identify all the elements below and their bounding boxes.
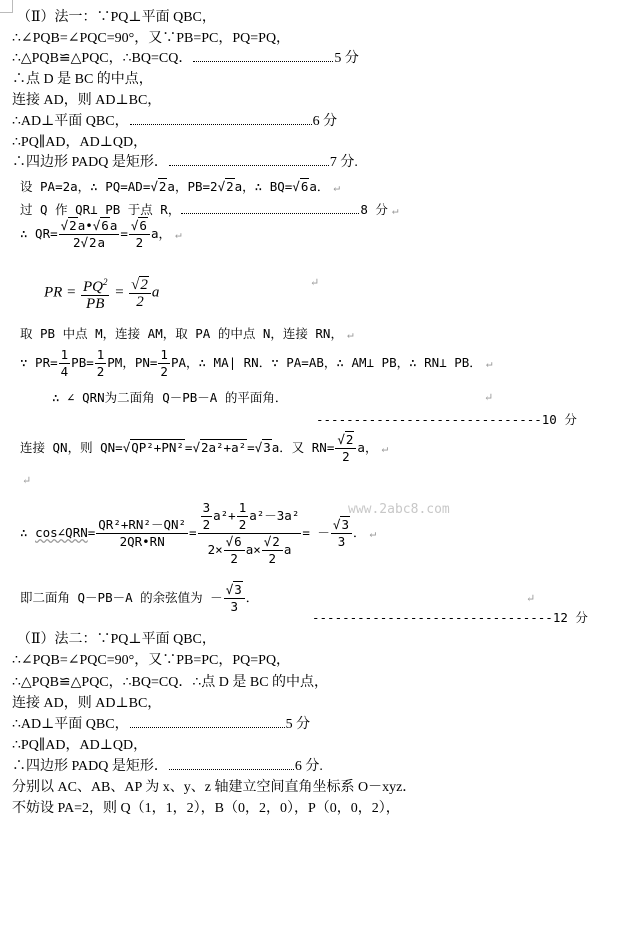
text: = [189,525,197,540]
numerator: 1 [238,500,247,515]
text: a²+ [213,508,236,523]
denominator: 3 [230,599,238,614]
m1-line-3 [12,50,359,68]
m1-line-6 [12,113,337,131]
m1-line-21-score: --------------------------------12 分 [312,610,588,625]
score: 5 分 [285,717,311,732]
radicand: 2 [69,218,77,233]
text: a． [309,179,330,194]
denominator: 2 [230,551,238,566]
text: a× [245,542,261,557]
denominator: 2 [136,293,144,310]
text: ． [352,525,366,540]
radicand: 2 [89,235,97,250]
text: ∴AD⊥平面 QBC， [12,114,129,129]
radicand: QP²+PN² [131,440,184,455]
text: a，PB=2 [167,179,218,194]
dot-leader [193,51,333,62]
text: ∴△PQB≌△PQC，∴BQ=CQ． [12,51,193,66]
radicand: 2 [140,276,148,293]
text: a， [357,440,378,455]
text: 即二面角 Q－PB－A 的余弦值为 － [20,590,223,605]
score: 6 分 [312,114,338,129]
text: 2× [207,542,223,557]
text: ∴四边形 PADQ 是矩形． [12,759,168,774]
m2-line-2: ∴∠PQB=∠PQC=90°，又∵PB=PC，PQ=PQ， [12,653,291,668]
score: 8 分 [360,202,388,217]
text: PB= [71,355,94,370]
m2-line-5 [12,716,310,734]
fraction: $\frac{√2a•√6a}{2√2a}$ [60,218,118,250]
text: ∴ [20,525,36,540]
exponent: 2 [102,277,108,287]
fraction: $\frac{√6}{2}$ [129,218,150,251]
radicand: 3 [341,517,349,532]
denominator: 2 [268,551,277,566]
denominator: 2 [96,364,105,379]
m1-line-7: ∴PQ∥AD，AD⊥QD， [12,135,148,150]
m2-line-1: （Ⅱ）法二：∵PQ⊥平面 QBC， [17,632,216,647]
m1-line-17: 连接 QN，则 QN=√QP²+PN²=√2a²+a²=√3a．又 RN= $\frac{√2}{2}$ a， ↵ [20,432,389,464]
dot-leader [181,203,359,214]
denominator: 2 [135,235,144,250]
m1-line-15: ∴ ∠ QRN为二面角 Q－PB－A 的平面角． [52,390,288,405]
fraction: $\frac{√2}{2}$ [335,432,356,465]
page-corner-mark [0,0,13,13]
radicand: 2 [345,432,354,447]
denominator: 2 [202,517,211,532]
return-mark: ↵ [174,228,182,241]
radicand: 2 [158,179,167,194]
fraction: $\frac{√3}{3}$ [331,517,352,550]
return-mark: ↵ [22,475,32,487]
radicand: 2 [226,179,234,194]
return-mark: ↵ [346,328,354,341]
return-mark: ↵ [369,527,377,540]
text: PA，∴ MA∣ RN．∵ PA=AB，∴ AM⊥ PB，∴ RN⊥ PB． [170,355,482,370]
text: cos∠QRN [35,525,88,540]
text: a，∴ BQ= [234,179,293,194]
text: a [151,284,160,301]
m1-line-1: （Ⅱ）法一：∵PQ⊥平面 QBC， [17,10,216,25]
m1-line-4: ∴点 D 是 BC 的中点， [12,72,153,87]
return-mark: ↵ [391,204,399,217]
text: = [87,525,96,540]
text: a， [150,226,171,241]
text: a [109,218,118,233]
return-mark: ↵ [484,392,494,404]
m1-line-20 [20,582,258,615]
fraction: $\frac{3}{2}$ a²+ $\frac{1}{2}$ a²－3a² 2× $\frac{√6}{2}$ a× $\frac{√2}{2}$ a [198,500,302,567]
m1-line-11 [20,218,182,251]
radicand: 6 [101,218,109,233]
return-mark: ↵ [333,181,340,194]
numerator: 3 [202,500,211,515]
dot-leader [130,114,312,125]
return-mark: ↵ [485,357,493,370]
text: 2 [72,235,81,250]
fraction: $\frac{√2}{2}$ [129,277,151,310]
fraction [96,517,188,550]
m1-line-13 [20,325,354,344]
text: ∴ QR= [20,226,58,241]
text: 取 PB 中点 M，连接 AM，取 PA 的中点 N，连接 RN， [20,326,343,341]
denominator: 2 [160,364,168,379]
text: a• [77,218,93,233]
radicand: 2a²+a² [200,440,247,455]
m2-line-4: 连接 AD，则 AD⊥BC， [12,696,162,711]
denominator: 3 [337,534,346,549]
denominator: 2 [342,449,350,464]
text: PR = [44,284,77,301]
text: 过 Q 作 QR⊥ PB 于点 R， [20,202,181,217]
fraction [59,347,71,380]
sqrt: √6 [292,179,309,194]
text: = [120,226,128,241]
m1-line-12-pr-equation [44,274,159,312]
m2-line-8: 分别以 AC、AB、AP 为 x、y、z 轴建立空间直角坐标系 O－xyz． [12,780,417,795]
fraction [81,274,110,312]
sqrt: √2 [150,179,167,194]
m1-line-16-score: ------------------------------10 分 [316,412,577,427]
text: PM，PN= [107,355,158,370]
m1-line-2: ∴∠PQB=∠PQC=90°，又∵PB=PC，PQ=PQ， [12,31,291,46]
text: ∵ PR= [20,355,58,370]
dot-leader [169,155,329,166]
radicand: 3 [234,582,242,597]
fraction [95,347,107,380]
text: ∴AD⊥平面 QBC， [12,717,129,732]
text: 连接 QN，则 QN= [20,440,123,455]
return-mark: ↵ [526,593,536,605]
m2-line-3: ∴△PQB≌△PQC，∴BQ=CQ．∴点 D 是 BC 的中点， [12,675,329,690]
numerator: PQ [82,279,103,295]
score: 5 分 [334,51,359,66]
numerator: QR²+RN²－QN² [98,517,187,532]
watermark: www.2abc8.com [348,502,450,517]
text: = － [302,525,330,540]
radicand: 2 [272,534,280,549]
text: a²－3a² [249,508,300,523]
denominator: PB [86,296,105,312]
radicand: 6 [139,218,147,233]
text: a [283,542,292,557]
m1-line-9 [20,178,340,197]
numerator: 1 [160,347,168,362]
numerator: 1 [60,347,69,362]
text: a [97,235,106,250]
numerator: 1 [96,347,105,362]
return-mark: ↵ [381,442,389,455]
text: = [114,284,125,301]
dot-leader [130,717,285,728]
text: 设 PA=2a，∴ PQ=AD= [20,179,151,194]
m2-line-6: ∴PQ∥AD，AD⊥QD， [12,738,148,753]
denominator: 4 [60,364,69,379]
m1-line-5: 连接 AD，则 AD⊥BC， [12,93,162,108]
sqrt: √2 [217,179,234,194]
fraction [158,347,170,380]
m1-line-8 [12,154,358,172]
text: = [247,440,255,455]
fraction: $\frac{√3}{3}$ [224,582,245,615]
m1-line-14 [20,347,492,380]
score: 7 分. [329,155,358,170]
denominator: 2QR•RN [119,534,165,549]
m1-line-19-cosine [20,500,376,567]
m2-line-9: 不妨设 PA=2，则 Q（1，1，2），B（0，2，0），P（0，0，2）， [12,801,400,816]
text: a．又 RN= [271,440,335,455]
return-mark: ↵ [310,277,320,289]
score: 6 分. [294,759,323,774]
radicand: 3 [263,440,271,455]
text: = [184,440,193,455]
m2-line-7 [12,758,323,776]
denominator: 2 [238,517,247,532]
radicand: 6 [234,534,242,549]
text: ． [245,590,259,605]
radicand: 6 [300,179,309,194]
text: ∴四边形 PADQ 是矩形． [12,155,168,170]
dot-leader [169,759,294,770]
